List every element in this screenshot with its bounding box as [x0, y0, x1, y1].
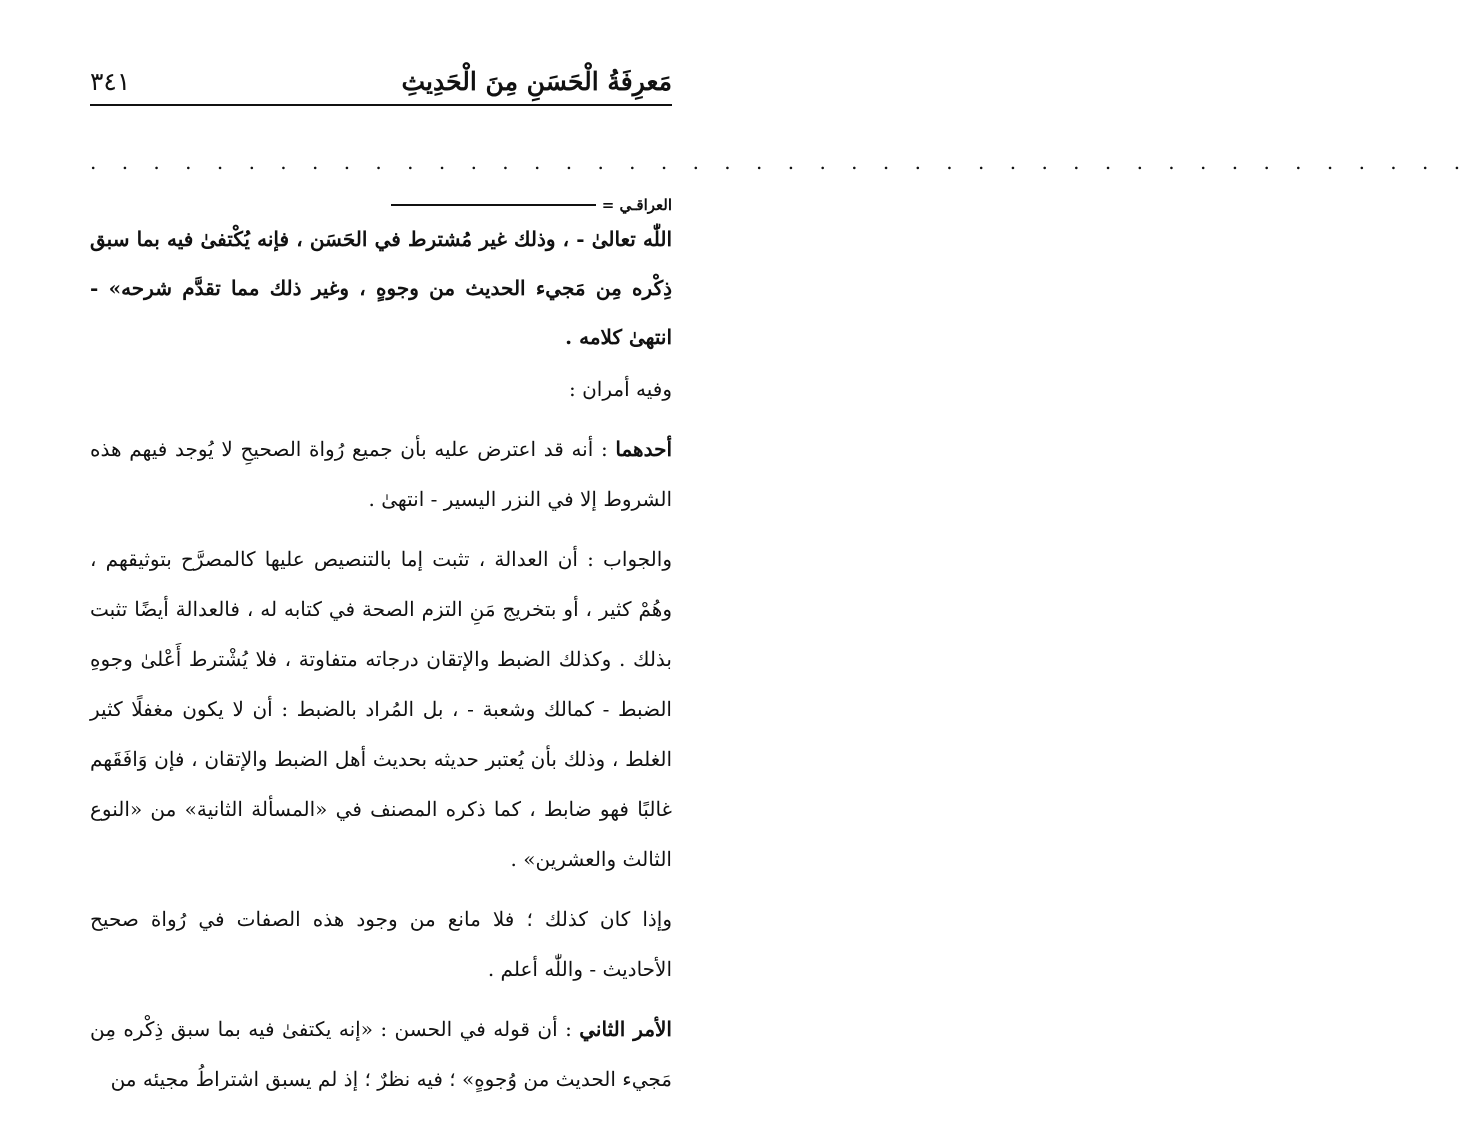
paragraph-lead: أحدهما: [615, 437, 672, 461]
running-head: [90, 58, 672, 106]
paragraph-first-matter: [90, 424, 672, 524]
separator-dots: . . . . . . . . . . . . . . . . . . . . . . . . . . . . . . . . . . . . . . . . . . . .: [90, 150, 1470, 174]
paragraph-lead: الأمر الثاني: [579, 1017, 672, 1041]
paragraph-conclusion: وإذا كان كذلك ؛ فلا مانع من وجود هذه الصفات في رُواة صحيح الأحاديث - واللّٰه أعلم .: [90, 907, 672, 981]
paragraph-text: : أنه قد اعترض عليه بأن جميع رُواة الصحيحِ لا يُوجد فيهم هذه الشروط إلا في النزر اليسير - انتهىٰ .: [90, 437, 672, 511]
paragraph-second-matter: [90, 1004, 672, 1104]
paragraph-intro: وفيه أمران :: [569, 377, 672, 401]
paragraph-text: : أن قوله في الحسن : «إنه يكتفىٰ فيه بما سبق ذِكْره مِن مَجيء الحديث من وُجوهٍ» ؛ فيه نظرٌ ؛ إذ لم يسبق اشتراطُ مجيئه من: [90, 1017, 672, 1091]
footnote-header: [90, 194, 672, 216]
footnote-text: اللّٰه تعالىٰ - ، وذلك غير مُشترط في الحَسَن ، فإنه يُكْتفىٰ فيه بما سبق ذِكْره مِن مَجيء الحديث من وجوهٍ ، وغير ذلك مما تقدَّم شرحه» - انتهىٰ كلامه .: [90, 227, 672, 349]
paragraph-answer: والجواب : أن العدالة ، تثبت إما بالتنصيص عليها كالمصرَّح بتوثيقهم ، وهُمْ كثير ، أو بتخريج مَنِ التزم الصحة في كتابه له ، فالعدالة أيضًا تثبت بذلك . وكذلك الضبط والإتقان درجاته متفاوتة ، فلا يُشْترط أَعْلىٰ وجوهِ الضبط - كمالك وشعبة - ، بل المُراد بالضبط : أن لا يكون مغفلًا كثير الغلط ، وذلك بأن يُعتبر حديثه بحديث أهل الضبط والإتقان ، فإن وَافَقَهم غالبًا فهو ضابط ، كما ذكره المصنف في «المسألة الثانية» من «النوع الثالث والعشرين» .: [90, 547, 672, 871]
footnote-label: العراقـي =: [601, 196, 672, 214]
page-title: مَعرِفَةُ الْحَسَنِ مِنَ الْحَدِيثِ: [401, 66, 672, 96]
main-text: [90, 364, 672, 1114]
page-number: ٣٤١: [90, 66, 131, 96]
footnote-rule: [391, 204, 596, 206]
